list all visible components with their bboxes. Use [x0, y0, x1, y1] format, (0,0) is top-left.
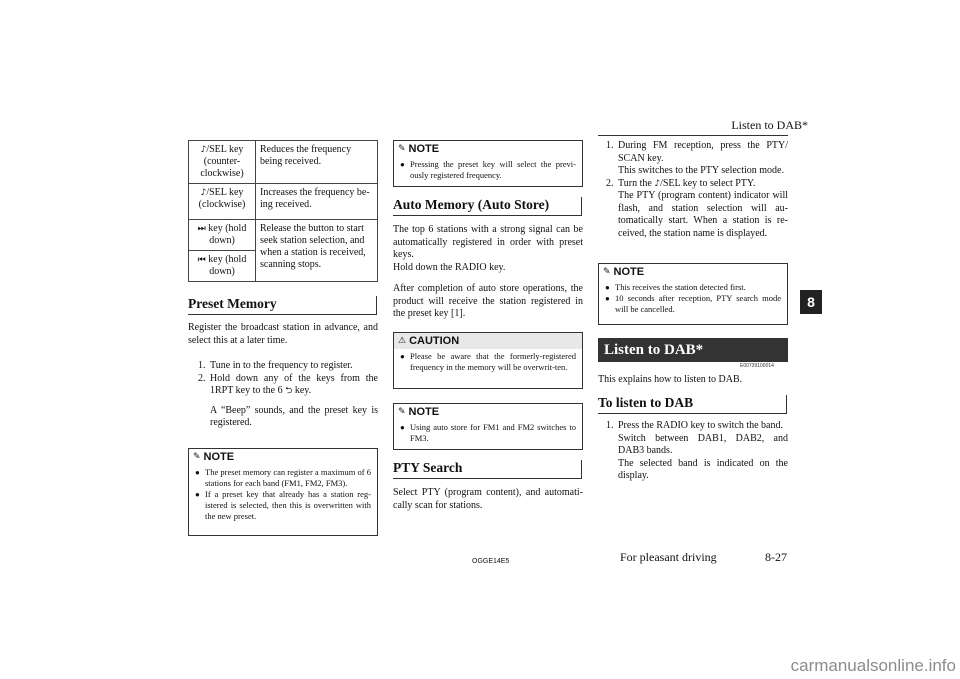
watermark: carmanualsonline.info: [790, 656, 956, 675]
list-item: ● 10 seconds after reception, PTY search mode will be cancelled.: [605, 293, 781, 314]
preset-intro: Register the broadcast station in advance, and select this at a later time.: [188, 322, 378, 346]
section-heading-preset-memory: Preset Memory: [188, 296, 377, 315]
page-number: 8-27: [765, 550, 787, 564]
key-function-table: [188, 140, 378, 282]
section-heading-to-listen: To listen to DAB: [598, 395, 787, 414]
header-rule: [598, 135, 788, 136]
section-heading-pty-search: PTY Search: [393, 460, 582, 479]
key-name: /SEL key (counter-clockwise): [200, 144, 244, 179]
list-item: ● Pressing the preset key will select the previ-ously registered frequency.: [400, 159, 576, 180]
note-box-pty: ✎ NOTE ● This receives the station detected first. ● 10 seconds after reception, PTY search mode will be cancelled.: [598, 263, 788, 325]
caution-box: ⚠ CAUTION ● Please be aware that the formerly-registered frequency in the memory will be overwrit-ten.: [393, 332, 583, 389]
pty-intro: Select PTY (program content), and automati-cally scan for stations.: [393, 487, 583, 511]
section-code: E00739100014: [740, 363, 774, 369]
running-title: Listen to DAB*: [731, 118, 808, 132]
document-code: OGGE14E5: [472, 558, 510, 565]
section-heading-listen-to-dab: Listen to DAB*: [598, 338, 788, 362]
seek-forward-icon: ⏭: [197, 224, 206, 234]
note-music-icon: ♪: [654, 178, 661, 189]
note-music-icon: ♪: [200, 145, 207, 155]
chapter-tab: 8: [800, 290, 822, 314]
note-box-auto-store: ✎ NOTE ● Using auto store for FM1 and FM2 switches to FM3.: [393, 403, 583, 450]
dab-steps: [606, 420, 788, 483]
seek-backward-icon: ⏮: [197, 255, 206, 265]
key-name: key (hold down): [208, 223, 247, 246]
table-row: [189, 141, 378, 184]
key-name: key (hold down): [208, 254, 247, 277]
dab-intro: This explains how to listen to DAB.: [598, 374, 743, 385]
key-name: /SEL key (clockwise): [198, 187, 246, 210]
note-icon: ✎: [398, 144, 406, 154]
list-item: ● Using auto store for FM1 and FM2 switches to FM3.: [400, 422, 576, 443]
key-description: Increases the frequency be-ing received.: [256, 184, 378, 220]
note-icon: ✎: [603, 267, 611, 277]
list-item: 1. Press the RADIO key to switch the band. Switch between DAB1, DAB2, and DAB3 bands. The selected band is indicated on the display.: [606, 420, 788, 481]
key-description: Reduces the frequency being received.: [256, 141, 378, 184]
list-item: 2. Hold down any of the keys from the 1RPT key to the 6 ⮌ key.: [198, 372, 378, 396]
footer-section: For pleasant driving: [620, 550, 717, 564]
list-item: ● If a preset key that already has a station reg-istered is selected, then this is overwritten with the new preset.: [195, 489, 371, 521]
list-item: 1. During FM reception, press the PTY/ SCAN key. This switches to the PTY selection mode.: [606, 140, 788, 176]
note-icon: ✎: [193, 452, 201, 462]
preset-result: A “Beep” sounds, and the preset key is registered.: [210, 404, 378, 428]
note-box-preset-key: ✎ NOTE ● Pressing the preset key will select the previ-ously registered frequency.: [393, 140, 583, 187]
section-heading-auto-memory: Auto Memory (Auto Store): [393, 197, 582, 216]
table-row: [189, 220, 378, 251]
key-description: Release the button to start seek station selection, and when a station is received, scanning stops.: [256, 220, 378, 282]
list-item: ● This receives the station detected first.: [605, 282, 746, 292]
table-row: [189, 184, 378, 220]
list-item: 1. Tune in to the frequency to register.: [198, 360, 353, 371]
auto-memory-para: The top 6 stations with a strong signal can be automatically registered in order with preset keys. Hold down the RADIO key. After completion of auto store operations, the product will receive the station registered in the preset key [1].: [393, 224, 583, 319]
note-icon: ✎: [398, 407, 406, 417]
pty-steps: [606, 140, 788, 240]
list-item: ● The preset memory can register a maximum of 6 stations for each band (FM1, FM2, FM3).: [195, 467, 371, 488]
list-item: ● Please be aware that the formerly-registered frequency in the memory will be overwrit-ten.: [400, 351, 576, 372]
list-item: 2. Turn the ♪/SEL key to select PTY. The PTY (program content) indicator will flash, and station selection will au-tomatically start. When a station is re-ceived, the station name is displayed.: [606, 177, 788, 239]
return-arrow-icon: ⮌: [285, 386, 293, 396]
note-music-icon: ♪: [200, 188, 207, 198]
preset-steps: [198, 360, 378, 430]
note-box-preset: ✎ NOTE ● The preset memory can register a maximum of 6 stations for each band (FM1, FM2, FM3). ● If a preset key that already has a station reg-istered is selected, then this is overwritten with the new preset.: [188, 448, 378, 536]
warning-triangle-icon: ⚠: [398, 336, 407, 346]
